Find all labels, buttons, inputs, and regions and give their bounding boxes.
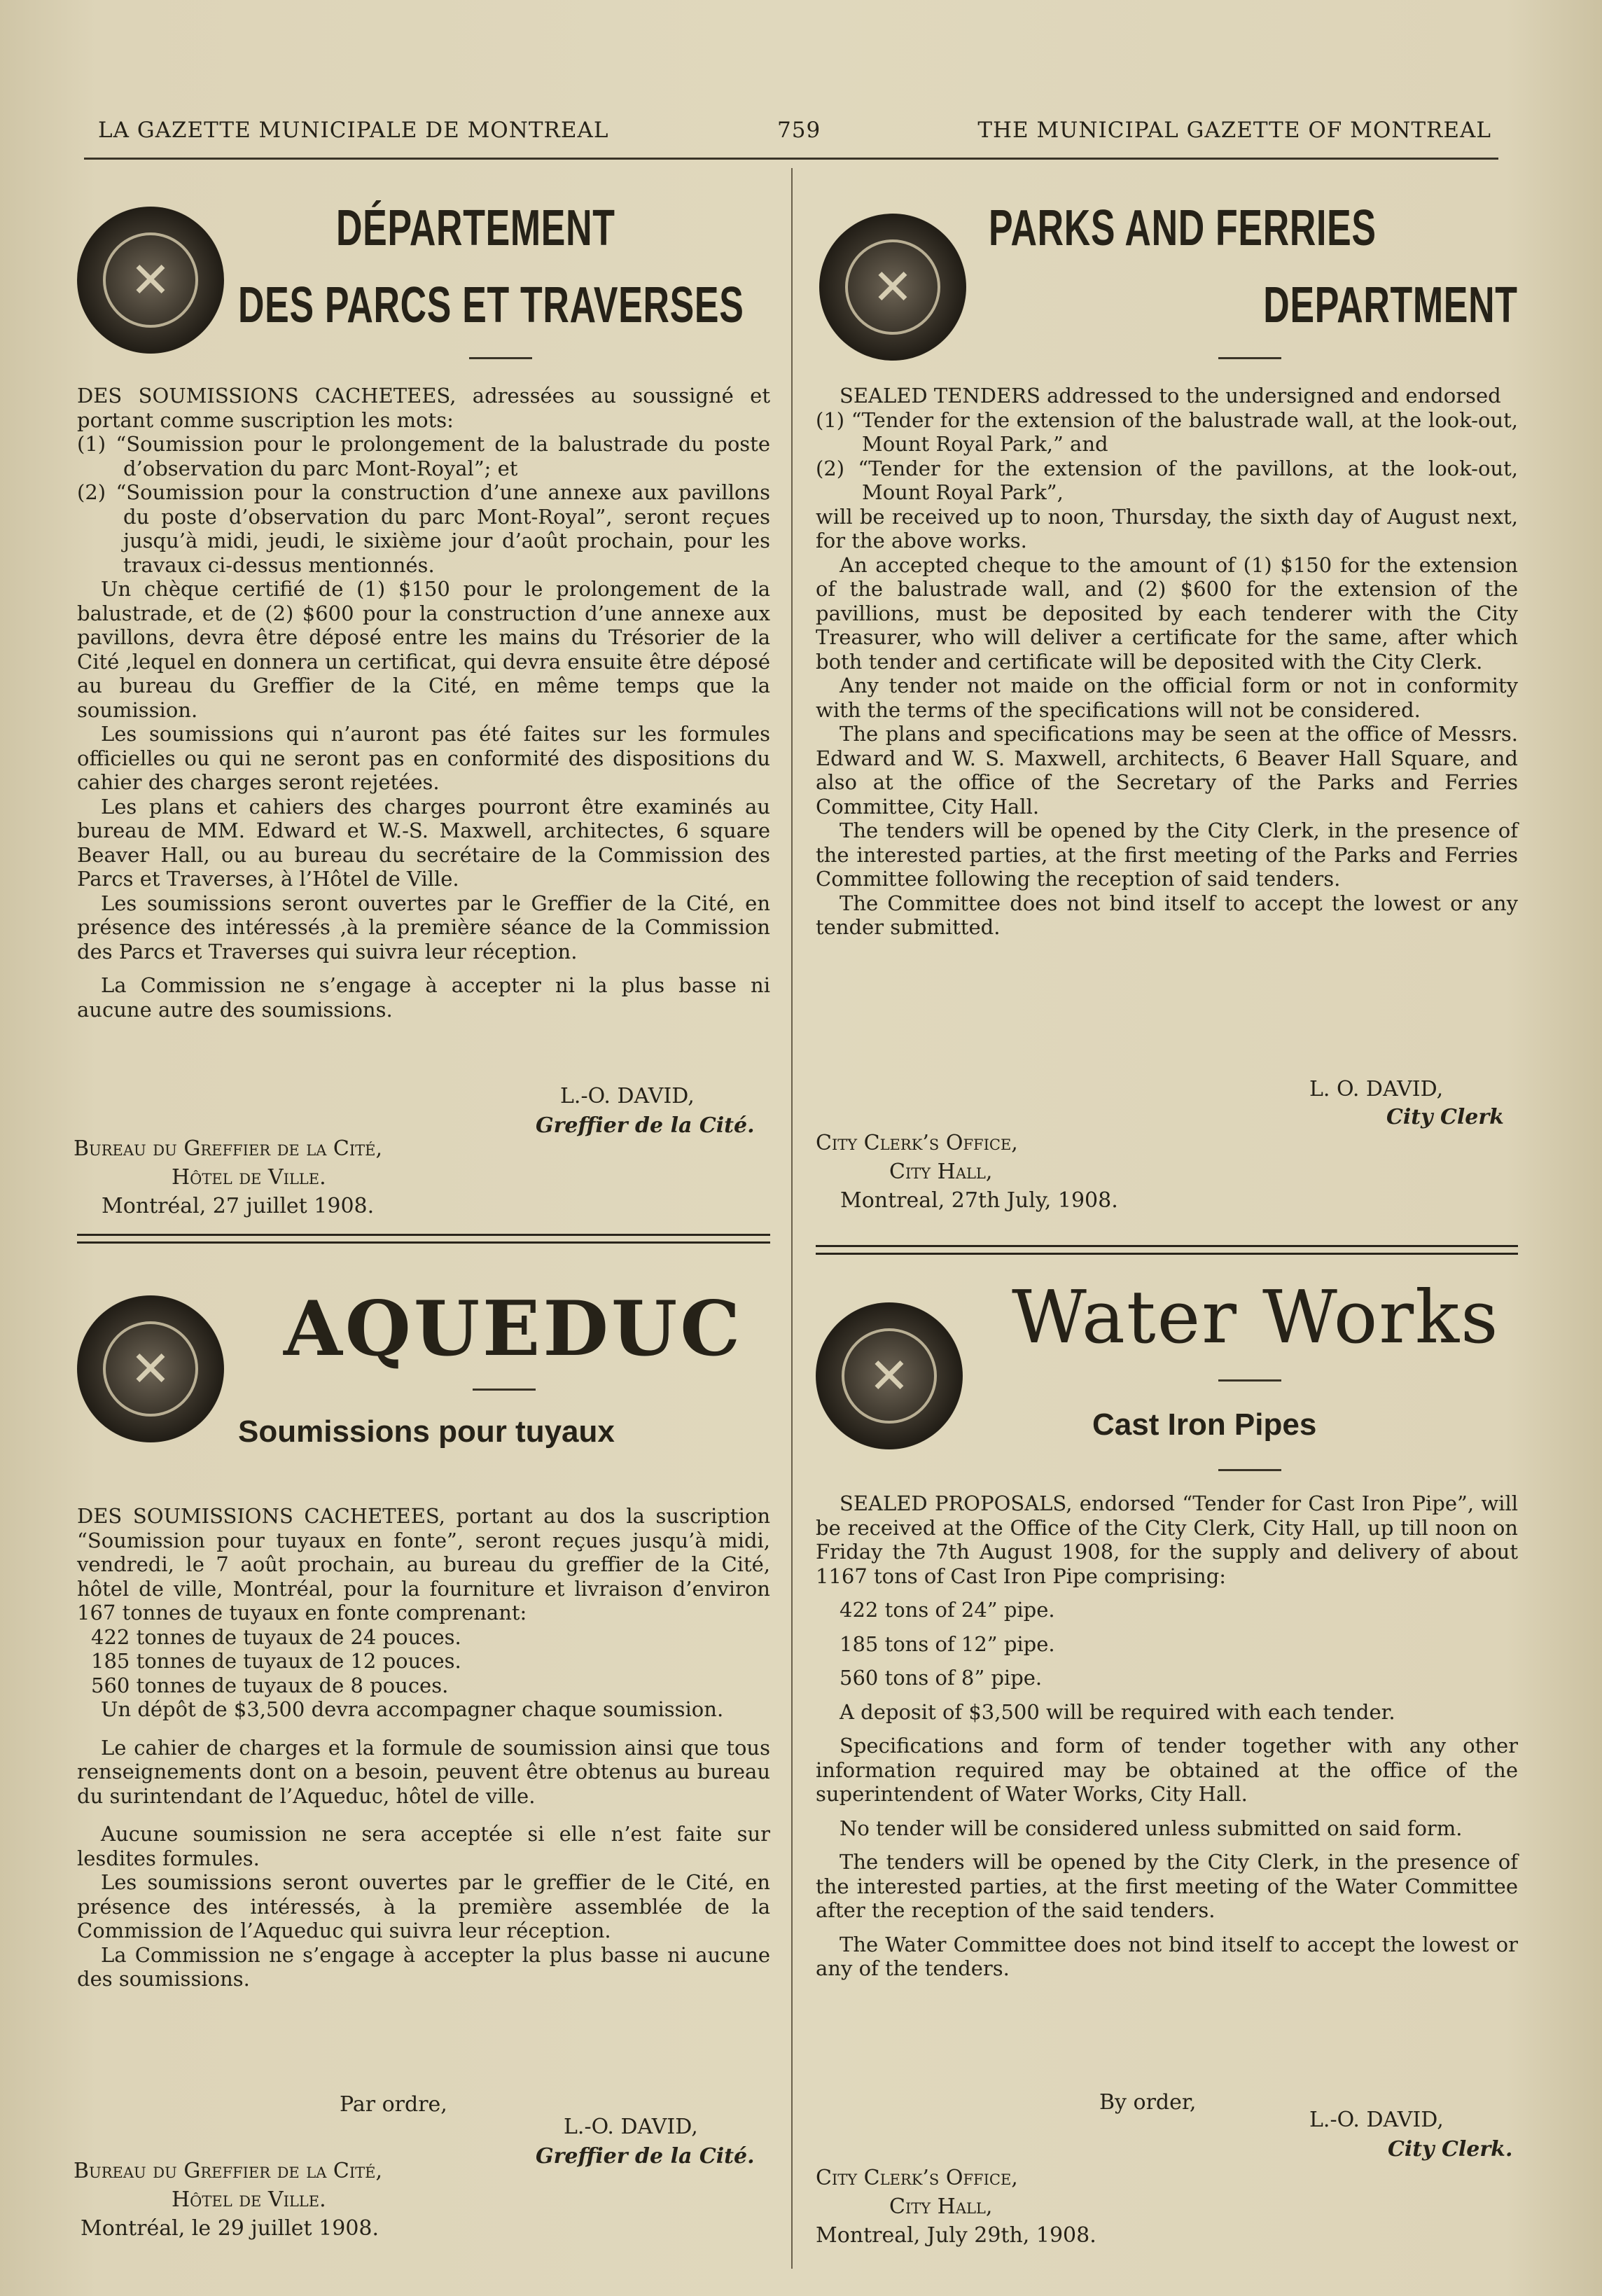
paragraph: Specifications and form of tender together with any other information required may be obtained at the office of the superintendent of Water Works, City Hall.: [816, 1734, 1518, 1806]
section-double-rule: [816, 1245, 1518, 1255]
paragraph: SEALED TENDERS addressed to the undersigned and endorsed: [840, 384, 1501, 408]
signature-name: L.-O. DAVID,: [1309, 2108, 1444, 2132]
title-rule: [469, 357, 532, 359]
signature-name: L.-O. DAVID,: [560, 1084, 695, 1108]
header-left: LA GAZETTE MUNICIPALE DE MONTREAL: [98, 118, 609, 143]
parks-title-line1: PARKS AND FERRIES: [989, 200, 1377, 256]
page-header: [98, 112, 1491, 154]
paragraph: SEALED PROPOSALS, endorsed “Tender for Cast Iron Pipe”, will be received at the Office of the City Clerk, City Hall, up till noon on Friday the 7th August 1908, for the supply and delivery of about 1167 tons of Cast Iron Pipe comprising:: [816, 1491, 1518, 1588]
city-seal-icon: ✕: [77, 1295, 224, 1442]
aqueduc-body-fr: [77, 1504, 770, 1991]
office-line: Bureau du Greffier de la Cité,: [74, 2159, 383, 2183]
paragraph: La Commission ne s’engage à accepter ni la plus basse ni aucune autre des soumissions.: [77, 973, 770, 1022]
paragraph: Les plans et cahiers des charges pourront être examinés au bureau de MM. Edward et W.-S. Maxwell, architectes, 6 square Beaver Hall, ou au bureau du secrétaire de la Commission des Parcs et Traverses, à l’Hôtel de Ville.: [77, 794, 770, 891]
notice-date: Montréal, 27 juillet 1908.: [102, 1194, 375, 1218]
city-seal-icon: ✕: [77, 207, 224, 354]
paragraph: Un dépôt de $3,500 devra accompagner chaque soumission.: [101, 1697, 724, 1721]
parcs-body-fr: [77, 384, 770, 1022]
notice-date: Montréal, le 29 juillet 1908.: [81, 2216, 379, 2241]
paragraph: DES SOUMISSIONS CACHETEES, adressées au soussigné et portant comme suscription les mots:: [77, 384, 770, 432]
signature-name: L. O. DAVID,: [1309, 1077, 1444, 1101]
by-order: Par ordre,: [340, 2092, 447, 2117]
paragraph: will be received up to noon, Thursday, the sixth day of August next, for the above works.: [816, 504, 1518, 552]
water-works-title: Water Works: [1012, 1274, 1500, 1360]
title-rule: [1218, 1469, 1281, 1471]
paragraph: Un chèque certifié de (1) $150 pour le prolongement de la balustrade, et de (2) $600 pour la construction d’une annexe aux pavillons, devra être déposé entre les mains du Trésorier de la Cité ,lequel en donnera un certificat, qui devra ensuite être déposé au bureau du Greffier de la Cité, en même temps que la soumission.: [77, 577, 770, 722]
parcs-title-line2: DES PARCS ET TRAVERSES: [238, 277, 744, 333]
office-line: City Hall,: [889, 1160, 993, 1184]
signature-title: Greffier de la Cité.: [536, 1113, 755, 1138]
water-works-body-en: [816, 1491, 1518, 1981]
page-number: 759: [777, 118, 821, 143]
header-right: THE MUNICIPAL GAZETTE OF MONTREAL: [977, 118, 1491, 143]
paragraph: Les soumissions qui n’auront pas été faites sur les formules officielles ou qui ne seront pas en conformité des dispositions du cahier des charges seront rejetées.: [77, 722, 770, 794]
signature-name: L.-O. DAVID,: [564, 2115, 698, 2139]
title-rule: [473, 1389, 536, 1391]
paragraph: The Water Committee does not bind itself to accept the lowest or any of the tenders.: [816, 1932, 1518, 1980]
title-rule: [1218, 357, 1281, 359]
paragraph: La Commission ne s’engage à accepter la plus basse ni aucune des soumissions.: [77, 1942, 770, 1991]
paragraph: The plans and specifications may be seen at the office of Messrs. Edward and W. S. Maxwell, architects, 6 Beaver Hall Square, and also at the office of the Secretary of the Parks and Ferries Committee, City Hall.: [816, 722, 1518, 819]
paragraph: (2) “Soumission pour la construction d’une annexe aux pavillons du poste d’observation du parc Mont-Royal”, seront reçues jusqu’à midi, jeudi, le sixième jour d’août prochain, pour les travaux ci-dessus mentionnés.: [77, 480, 770, 577]
paragraph: Any tender not maide on the official form or not in conformity with the terms of the specifications will not be considered.: [816, 674, 1518, 722]
parks-body-en: [816, 384, 1518, 940]
list-item: 422 tons of 24” pipe.: [840, 1598, 1055, 1622]
aqueduc-subtitle: Soumissions pour tuyaux: [238, 1414, 615, 1449]
office-line: City Clerk’s Office,: [816, 2166, 1018, 2190]
signature-title: Greffier de la Cité.: [536, 2144, 755, 2169]
parks-title-line2: DEPARTMENT: [1263, 277, 1518, 333]
header-rule: [84, 158, 1498, 160]
city-seal-icon: ✕: [819, 214, 966, 361]
paragraph: DES SOUMISSIONS CACHETEES, portant au dos la suscription “Soumission pour tuyaux en fonte”, seront reçues jusqu’à midi, vendredi, le 7 août prochain, au bureau du greffier de la Cité, hôtel de ville, Montréal, pour la fourniture et livraison d’environ 167 tonnes de tuyaux en fonte comprenant:: [77, 1504, 770, 1624]
list-item: 560 tonnes de tuyaux de 8 pouces.: [91, 1673, 449, 1697]
title-rule: [1218, 1379, 1281, 1382]
office-address: [816, 2164, 1096, 2250]
column-divider: [791, 168, 793, 2269]
paragraph: The tenders will be opened by the City Clerk, in the presence of the interested parties, at the first meeting of the Water Committee after the reception of the said tenders.: [816, 1850, 1518, 1922]
paragraph: Aucune soumission ne sera acceptée si elle n’est faite sur lesdites formules.: [77, 1822, 770, 1870]
office-line: Bureau du Greffier de la Cité,: [74, 1136, 383, 1161]
paragraph: (1) “Tender for the extension of the balustrade wall, at the look-out, Mount Royal Park,” and: [816, 408, 1518, 456]
paragraph: The Committee does not bind itself to accept the lowest or any tender submitted.: [816, 891, 1518, 939]
office-address: [74, 2157, 382, 2243]
office-line: Hôtel de Ville.: [172, 1165, 326, 1190]
paragraph: (1) “Soumission pour le prolongement de la balustrade du poste d’observation du parc Mont-Royal”; et: [77, 432, 770, 480]
office-line: City Clerk’s Office,: [816, 1131, 1018, 1155]
signature-title: City Clerk.: [1388, 2137, 1513, 2162]
paragraph: An accepted cheque to the amount of (1) $150 for the extension of the balustrade wall, and (2) $600 for the extension of the pavillions, must be deposited by each tenderer with the City Treasurer, who will deliver a certificate for the same, after which both tender and certificate will be deposited with the City Clerk.: [816, 552, 1518, 674]
signature-title: City Clerk: [1386, 1105, 1504, 1129]
list-item: 422 tonnes de tuyaux de 24 pouces.: [91, 1624, 461, 1649]
paragraph: The tenders will be opened by the City Clerk, in the presence of the interested parties, at the first meeting of the Parks and Ferries Committee following the reception of said tenders.: [816, 819, 1518, 891]
city-seal-icon: ✕: [816, 1302, 963, 1449]
paragraph: No tender will be considered unless submitted on said form.: [840, 1816, 1463, 1840]
by-order: By order,: [1099, 2090, 1197, 2115]
paragraph: Les soumissions seront ouvertes par le Greffier de la Cité, en présence des intéressés ,à la première séance de la Commission des Parcs et Traverses qui suivra leur réception.: [77, 891, 770, 963]
list-item: 185 tonnes de tuyaux de 12 pouces.: [91, 1649, 461, 1673]
paragraph: Le cahier de charges et la formule de soumission ainsi que tous renseignements dont on a besoin, peuvent être obtenus au bureau du surintendant de l’Aqueduc, hôtel de ville.: [77, 1735, 770, 1808]
office-address: [74, 1134, 382, 1220]
office-line: City Hall,: [889, 2194, 993, 2219]
water-works-subtitle: Cast Iron Pipes: [1092, 1407, 1317, 1442]
notice-date: Montreal, 27th July, 1908.: [840, 1188, 1118, 1213]
notice-date: Montreal, July 29th, 1908.: [816, 2223, 1096, 2248]
section-double-rule: [77, 1234, 770, 1244]
aqueduc-title: AQUEDUC: [284, 1285, 744, 1373]
parcs-title-line1: DÉPARTEMENT: [336, 200, 615, 256]
office-address: [816, 1129, 1118, 1215]
list-item: 560 tons of 8” pipe.: [840, 1666, 1043, 1690]
list-item: 185 tons of 12” pipe.: [840, 1631, 1055, 1656]
office-line: Hôtel de Ville.: [172, 2187, 326, 2212]
paragraph: Les soumissions seront ouvertes par le greffier de le Cité, en présence des intéressés, à la première assemblée de la Commission de l’Aqueduc qui suivra leur réception.: [77, 1870, 770, 1942]
paragraph: (2) “Tender for the extension of the pavillons, at the look-out, Mount Royal Park”,: [816, 456, 1518, 504]
paragraph: A deposit of $3,500 will be required with each tender.: [840, 1699, 1395, 1724]
